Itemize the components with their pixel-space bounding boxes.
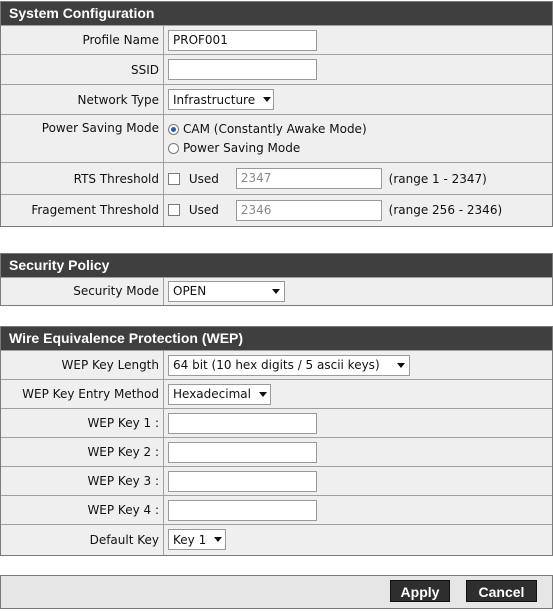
wep-key-4-input[interactable] [168,500,317,521]
wep-key-length-select[interactable]: 64 bit (10 hex digits / 5 ascii keys) [168,355,410,376]
ssid-label: SSID [1,55,164,85]
fragment-used-checkbox[interactable] [168,204,180,216]
security-mode-row [1,278,552,305]
radio-icon[interactable] [168,143,179,154]
fragment-range-text: (range 256 - 2346) [388,203,503,218]
wep-key-3-input[interactable] [168,471,317,492]
security-mode-select[interactable]: OPEN [168,281,285,302]
section-title: Security Policy [1,254,552,277]
ssid-row [1,55,552,85]
wep-entry-method-label: WEP Key Entry Method [1,380,164,409]
wep-key-2-row [1,438,552,467]
security-policy-table [1,277,552,305]
fragment-threshold-row [1,195,552,226]
power-saving-row [1,115,552,163]
action-bar [0,575,553,609]
wep-entry-method-row [1,380,552,409]
rts-used-checkbox[interactable] [168,173,180,185]
network-type-select[interactable]: Infrastructure [168,89,274,110]
rts-threshold-label: RTS Threshold [1,163,164,195]
section-title: System Configuration [1,2,552,25]
cancel-button[interactable]: Cancel [466,580,537,602]
power-option-psm[interactable]: Power Saving Mode [168,139,552,158]
wep-key-2-label: WEP Key 2 : [1,438,164,467]
apply-button[interactable]: Apply [390,580,450,602]
wep-key-4-row [1,496,552,525]
wep-key-length-row [1,351,552,380]
chevron-down-icon [272,289,280,294]
wep-entry-method-select[interactable]: Hexadecimal [168,384,271,405]
rts-threshold-row [1,163,552,195]
fragment-threshold-label: Fragement Threshold [1,195,164,226]
wep-key-3-row [1,467,552,496]
security-mode-label: Security Mode [1,278,164,305]
chevron-down-icon [214,537,222,542]
chevron-down-icon [259,392,267,397]
wep-key-length-label: WEP Key Length [1,351,164,380]
fragment-used-label: Used [188,203,219,218]
wep-key-3-label: WEP Key 3 : [1,467,164,496]
wep-key-1-row [1,409,552,438]
rts-range-text: (range 1 - 2347) [388,171,487,186]
wep-section [0,326,553,556]
ssid-input[interactable] [168,59,317,80]
wep-key-1-label: WEP Key 1 : [1,409,164,438]
system-configuration-section [0,1,553,227]
profile-name-input[interactable]: PROF001 [168,30,317,51]
chevron-down-icon [397,363,405,368]
wep-table [1,350,552,555]
default-key-row [1,525,552,555]
rts-threshold-input[interactable]: 2347 [236,168,382,189]
radio-selected-icon[interactable] [168,124,179,135]
fragment-threshold-input[interactable]: 2346 [236,200,382,221]
wep-key-1-input[interactable] [168,413,317,434]
default-key-label: Default Key [1,525,164,555]
rts-used-label: Used [188,171,219,186]
power-saving-label: Power Saving Mode [1,115,164,163]
section-title: Wire Equivalence Protection (WEP) [1,327,552,350]
chevron-down-icon [263,97,271,102]
default-key-select[interactable]: Key 1 [168,529,226,550]
system-config-table [1,25,552,226]
network-type-label: Network Type [1,85,164,115]
profile-name-label: Profile Name [1,26,164,55]
wep-key-2-input[interactable] [168,442,317,463]
power-option-cam[interactable]: CAM (Constantly Awake Mode) [168,120,552,139]
profile-name-row [1,26,552,55]
wep-key-4-label: WEP Key 4 : [1,496,164,525]
security-policy-section [0,253,553,306]
network-type-row [1,85,552,115]
